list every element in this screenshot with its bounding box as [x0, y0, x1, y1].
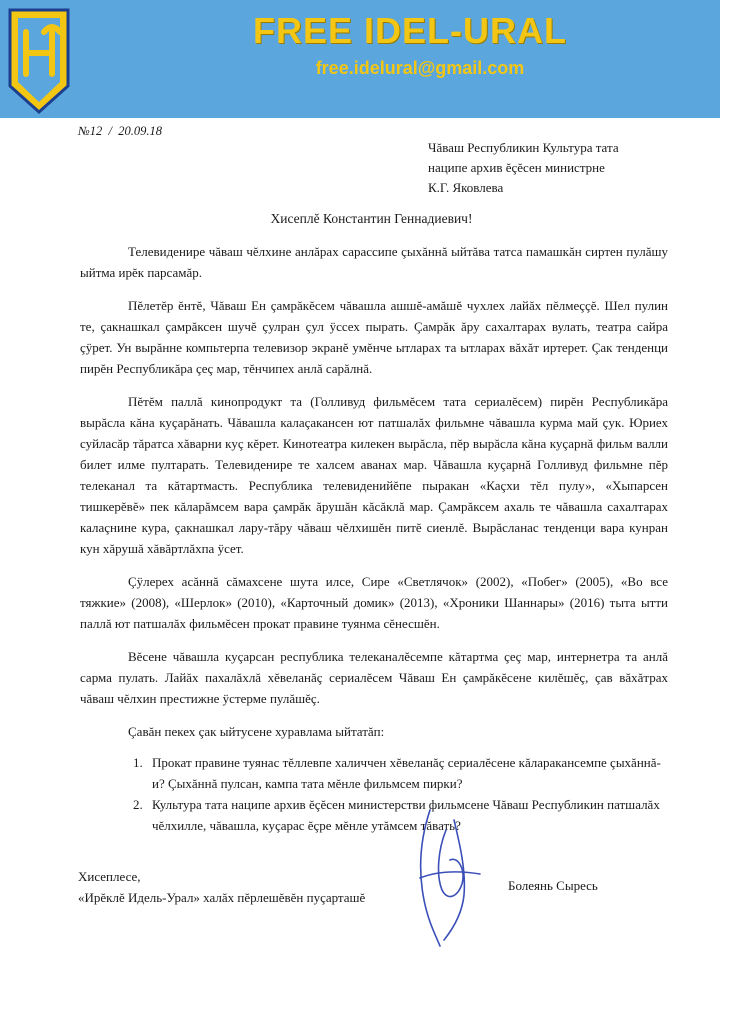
header-email[interactable]: free.idelural@gmail.com	[315, 58, 525, 78]
handwritten-signature	[400, 800, 490, 950]
question-item: 2. Культура тата наципе архив ĕçĕсен министерстви фильмсене Чăваш Республикин патшалăх чĕлхилле, чăвашла, куçарас ĕçре мĕнле утăмсем тăвать?	[146, 794, 668, 836]
closing-line: «Ирĕклĕ Идель-Урал» халăх пĕрлешĕвĕн пуçарташĕ	[78, 890, 366, 905]
paragraph: Пĕлетĕр ĕнтĕ, Чăваш Ен çамрăкĕсем чăвашла ашшĕ-амăшĕ чухлех лайăх пĕлмеççĕ. Шел пулин те, çакнашкал çамрăксен шучĕ çулран çул ÿссех пырать. Çамрăк ăру сахалтарах вулать, театра сайра çÿрет. Ун вырăнне компьтерпа телевизор экранĕ умĕнче ытларах та ытларах вăхăт иртерет. Çак тенденци пирĕн Республикăра çеç мар, тĕнчипех анлă сарăлнă.	[80, 298, 668, 376]
addressee-line: Чăваш Республикин Культура тата	[428, 140, 619, 155]
letterhead	[0, 0, 720, 118]
signatory-name: Болеянь Сыресь	[508, 878, 598, 893]
header-title: FREE IDEL-URAL	[253, 10, 567, 51]
idel-ural-logo-icon	[8, 8, 70, 114]
addressee-line: К.Г. Яковлева	[428, 180, 504, 195]
question-list	[80, 752, 668, 836]
paragraph: Вĕсене чăвашла куçарсан республика телеканалĕсемпе кăтартма çеç мар, интернетра та анлă сарма пулать. Лайăх пахалăхлă хĕвеланăç сериалĕсем Чăваш Ен çамрăкĕсене килĕшĕç, çав вăхăтрах чăваш чĕлхин престижне ÿстерме пулăшĕç.	[80, 649, 668, 706]
closing-block	[78, 866, 365, 908]
paragraph: Телевиденире чăваш чĕлхине анлăрах сарассипе çыхăннă ыйтăва татса памашкăн сиртен пулăшу ыйтма ирĕк парсамăр.	[80, 244, 668, 280]
question-item: 1. Прокат правине туянас тĕллевпе халиччен хĕвеланăç сериалĕсене кăларакансемпе çыхăннă-и? Çыхăннă пулсан, кампа тата мĕнле фильмсем пирки?	[146, 752, 668, 794]
reference-number: №12 / 20.09.18	[78, 124, 163, 138]
addressee-line: наципе архив ĕçĕсен министрне	[428, 160, 605, 175]
addressee-block	[428, 138, 718, 198]
question-intro: Çавăн пекех çак ыйтусене хуравлама ыйтатăп:	[128, 724, 385, 739]
salutation: Хисеплĕ Константин Геннадиевич!	[270, 211, 473, 226]
closing-line: Хисеплесе,	[78, 869, 141, 884]
paragraph: Пĕтĕм паллă кинопродукт та (Голливуд фильмĕсем тата сериалĕсем) пирĕн Республикăра вырăсла кăна куçарăнать. Чăвашла калаçакансен ют патшалăх фильмне чăвашла курма май çук. Юриех суйласăр тăратса хăварни куç кĕрет. Кинотеатра килекен вырăсла, пĕр вырăсла кăна куçарнă фильм валли билет илме пултарать. Телевиденире те халсем аванах мар. Чăвашла куçарнă Голливуд фильмне пĕр телеканал та кăтартмасть. Республика телевиденийĕпе пыракан «Каçхи тĕл пулу», «Хыпарсен тишкерĕвĕ» пек кăларăмсем вара çамрăк ăрушăн кăсăклă мар. Çамрăксем ахаль те чăвашла сахалтарах калаçнине кура, çакнашкал лару-тăру чăваш чĕлхишĕн питĕ сиенлĕ. Вырăсланас тенденци вара кунран кун хăрушă хăвăртлăхпа ÿсет.	[80, 394, 668, 556]
letter-body	[80, 241, 668, 836]
paragraph: Çÿлерех асăннă сăмахсене шута илсе, Сире «Светлячок» (2002), «Побег» (2005), «Во все тяжкие» (2008), «Шерлок» (2010), «Карточный домик» (2013), «Хроники Шаннары» (2016) тыта ытти паллă ют патшалăх фильмĕсен прокат правине туянма сĕнесшĕн.	[80, 574, 668, 631]
